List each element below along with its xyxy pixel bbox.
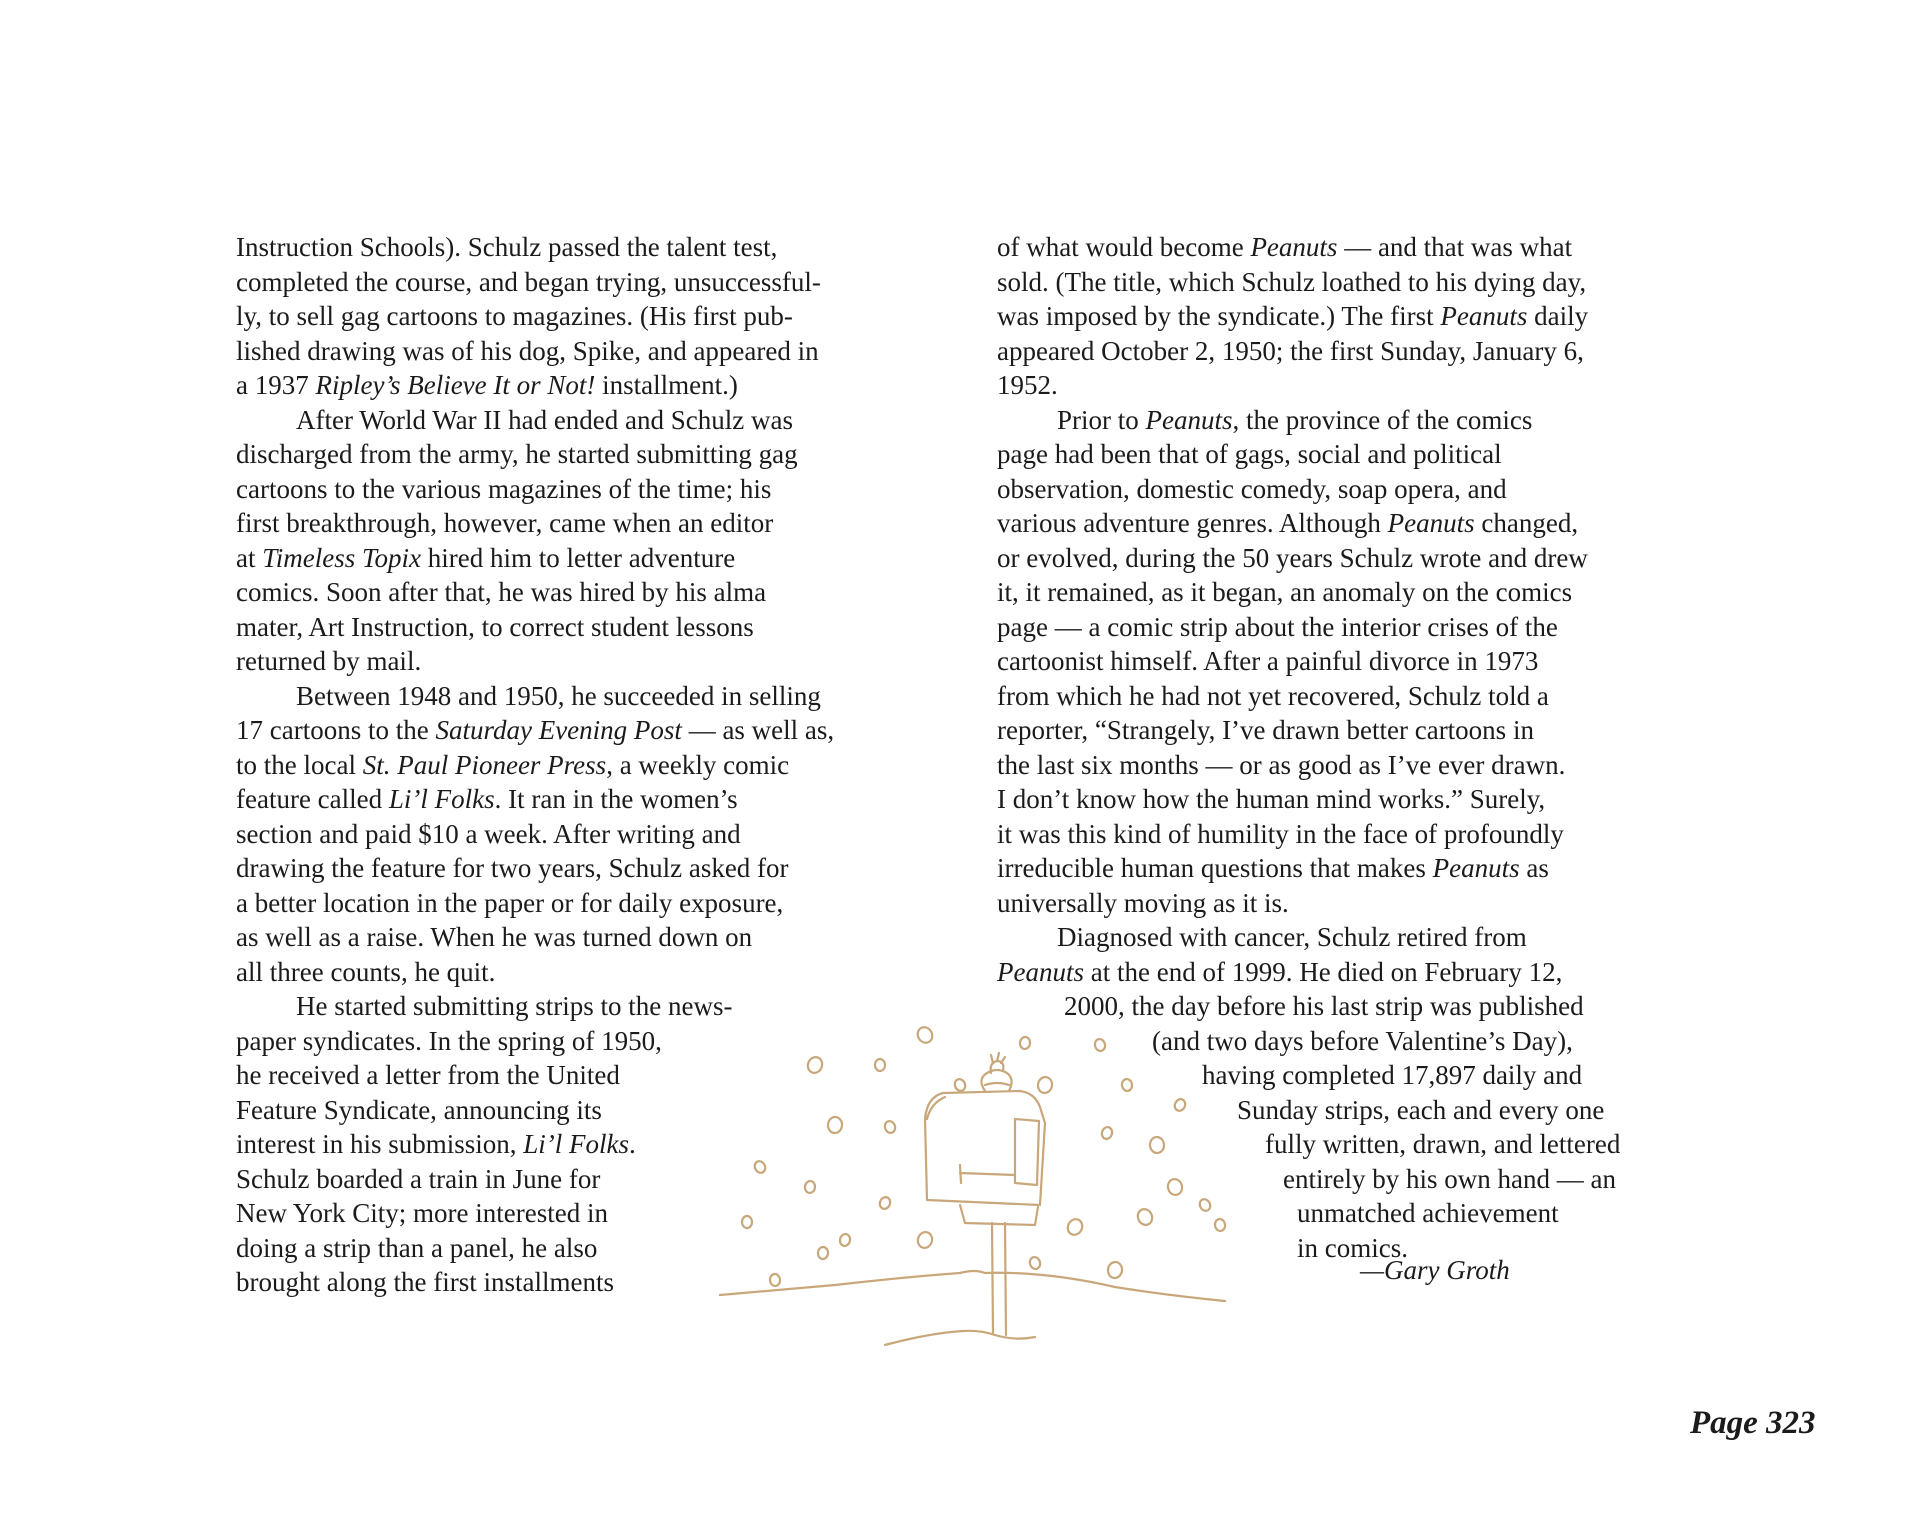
text-span: , the province of the comics	[1232, 404, 1533, 435]
snowflake	[1166, 1177, 1184, 1196]
text-span: hired him to letter adventure	[421, 542, 736, 573]
text-span: completed the course, and began trying, unsuccessful-	[236, 266, 821, 297]
snoopy-mailbox-snow-icon	[715, 1015, 1245, 1355]
text-line	[236, 644, 421, 678]
snow-mound	[885, 1331, 1035, 1345]
text-span: (and two days before Valentine’s Day),	[1152, 1025, 1573, 1056]
italic-title: Peanuts	[1387, 508, 1475, 538]
text-span: unmatched achievement	[1297, 1198, 1559, 1228]
text-span: Feature Syndicate, announcing its	[236, 1094, 602, 1125]
text-line	[236, 1058, 620, 1092]
text-span: changed,	[1474, 508, 1579, 538]
text-span: a 1937	[236, 370, 316, 400]
text-line	[296, 989, 732, 1023]
italic-title: Peanuts	[1145, 404, 1233, 435]
text-span: daily	[1527, 301, 1589, 331]
text-line	[236, 334, 819, 368]
snowflake	[818, 1247, 829, 1260]
text-line	[997, 472, 1507, 506]
text-line	[997, 299, 1588, 333]
text-span: it was this kind of humility in the face of profoundly	[997, 818, 1564, 849]
snowflake	[1149, 1136, 1165, 1153]
text-line	[236, 265, 821, 299]
snowflake	[1214, 1218, 1226, 1232]
text-line	[236, 1162, 600, 1196]
text-line	[997, 541, 1588, 575]
text-line	[997, 713, 1534, 747]
text-line	[236, 1024, 662, 1058]
text-line	[236, 1265, 614, 1299]
text-span: sold. (The title, which Schulz loathed to his dying day,	[997, 266, 1587, 297]
text-span: from which he had not yet recovered, Schulz told a	[997, 680, 1549, 711]
snowflake	[742, 1216, 752, 1228]
snowflake	[1028, 1256, 1041, 1271]
text-span: reporter, “Strangely, I’ve drawn better cartoons in	[997, 715, 1534, 745]
text-span: irreducible human questions that makes	[997, 853, 1433, 883]
text-line	[236, 610, 754, 644]
text-line	[997, 955, 1562, 989]
text-span: in comics.	[1297, 1232, 1408, 1263]
text-span: Schulz boarded a train in June for	[236, 1163, 601, 1194]
text-span: New York City; more interested in	[236, 1198, 608, 1228]
mailbox-door	[1015, 1119, 1039, 1185]
text-span: having completed 17,897 daily and	[1202, 1060, 1583, 1090]
text-span: discharged from the army, he started submitting gag	[236, 439, 798, 469]
text-line	[236, 1093, 602, 1127]
text-line	[997, 610, 1558, 644]
mailbox-flag	[960, 1165, 1015, 1183]
text-line	[997, 506, 1578, 540]
snowflake	[1173, 1097, 1187, 1112]
text-line	[997, 368, 1058, 402]
text-span: ly, to sell gag cartoons to magazines. (His first pub-	[236, 301, 793, 331]
italic-title: Saturday Evening Post	[435, 715, 682, 745]
text-line	[997, 748, 1565, 782]
text-span: the last six months — or as good as I’ve ever drawn.	[997, 749, 1566, 780]
text-span: Diagnosed with cancer, Schulz retired from	[1057, 922, 1527, 952]
text-line	[1283, 1162, 1616, 1196]
text-span: drawing the feature for two years, Schulz asked for	[236, 853, 789, 883]
snowflake	[1135, 1207, 1154, 1227]
italic-title: Li’l Folks	[523, 1129, 630, 1159]
snowflake	[953, 1077, 967, 1092]
text-span: Between 1948 and 1950, he succeeded in selling	[296, 680, 821, 711]
text-span: appeared October 2, 1950; the first Sunday, January 6,	[997, 335, 1584, 366]
ground-line	[720, 1271, 1225, 1301]
text-line	[236, 506, 773, 540]
text-line	[1265, 1127, 1620, 1161]
text-line	[236, 230, 777, 264]
text-span: cartoonist himself. After a painful divorce in 1973	[997, 646, 1539, 676]
page-number: Page 323	[1690, 1405, 1816, 1441]
snowflake	[883, 1120, 897, 1135]
text-span: 17 cartoons to the	[236, 715, 436, 745]
snowflake	[1100, 1126, 1113, 1140]
text-span: various adventure genres. Although	[997, 508, 1388, 538]
text-span: Prior to	[1057, 404, 1146, 435]
text-span: mater, Art Instruction, to correct student lessons	[236, 611, 754, 642]
text-line	[296, 403, 793, 437]
text-line	[1057, 920, 1527, 954]
italic-title: St. Paul Pioneer Press	[362, 749, 607, 780]
text-span: returned by mail.	[236, 646, 422, 676]
italic-title: Peanuts	[1440, 301, 1528, 331]
snowflake	[1019, 1036, 1030, 1049]
text-line	[236, 368, 738, 402]
text-span: a better location in the paper or for daily exposure,	[236, 887, 784, 918]
snowflake	[839, 1233, 851, 1247]
text-span: feature called	[236, 784, 389, 814]
text-span: 1952.	[997, 370, 1058, 400]
text-span: After World War II had ended and Schulz was	[296, 404, 793, 435]
text-line	[236, 713, 834, 747]
text-span: I don’t know how the human mind works.” Surely,	[997, 784, 1546, 814]
snowflake	[1198, 1197, 1212, 1212]
text-span: first breakthrough, however, came when an editor	[236, 508, 774, 538]
text-line	[236, 575, 766, 609]
text-line	[997, 334, 1584, 368]
text-line	[997, 437, 1502, 471]
text-span: 2000, the day before his last strip was published	[1064, 991, 1584, 1021]
text-line	[236, 851, 789, 885]
snowflake	[878, 1196, 892, 1211]
text-span: universally moving as it is.	[997, 887, 1289, 918]
snowflake	[769, 1274, 780, 1287]
text-line	[236, 748, 789, 782]
text-span: it, it remained, as it began, an anomaly on the comics	[997, 577, 1573, 607]
text-line	[997, 782, 1545, 816]
text-span: — and that was what	[1337, 232, 1573, 262]
snowflake	[1065, 1217, 1085, 1238]
snowflake	[804, 1180, 816, 1193]
text-line	[296, 679, 821, 713]
text-span: paper syndicates. In the spring of 1950,	[236, 1025, 662, 1056]
text-line	[997, 851, 1549, 885]
text-span: . It ran in the women’s	[494, 784, 738, 814]
text-span: , a weekly comic	[606, 749, 790, 780]
italic-title: Peanuts	[997, 956, 1084, 987]
snowflake	[806, 1055, 825, 1075]
text-span: interest in his submission,	[236, 1129, 524, 1159]
snowflake	[828, 1117, 843, 1134]
text-span: Instruction Schools). Schulz passed the talent test,	[236, 232, 778, 262]
text-span: cartoons to the various magazines of the time; his	[236, 473, 772, 504]
text-line	[236, 817, 741, 851]
text-line	[236, 886, 783, 920]
text-span: He started submitting strips to the news-	[296, 991, 733, 1021]
snowflake	[1094, 1038, 1107, 1052]
text-line	[997, 575, 1572, 609]
italic-title: Timeless Topix	[262, 542, 422, 573]
text-span: all three counts, he quit.	[236, 956, 496, 987]
text-span: he received a letter from the United	[236, 1060, 620, 1090]
italic-title: Peanuts	[1432, 853, 1520, 883]
text-line	[236, 472, 771, 506]
text-line	[236, 1196, 608, 1230]
text-line	[236, 299, 793, 333]
text-span: or evolved, during the 50 years Schulz wrote and drew	[997, 542, 1588, 573]
snowflake	[753, 1159, 768, 1174]
text-span: Sunday strips, each and every one	[1237, 1094, 1605, 1125]
text-line	[236, 1127, 636, 1161]
text-line	[1057, 403, 1532, 437]
text-line	[1202, 1058, 1582, 1092]
mailbox-post	[992, 1223, 1006, 1335]
italic-title: Ripley’s Believe It or Not!	[315, 370, 596, 400]
text-line	[236, 541, 735, 575]
text-span: lished drawing was of his dog, Spike, and appeared in	[236, 335, 819, 366]
text-line	[997, 886, 1289, 920]
bird	[981, 1070, 1011, 1091]
text-line	[236, 955, 495, 989]
text-line	[997, 679, 1549, 713]
text-span: — as well as,	[681, 715, 835, 745]
text-span: .	[629, 1129, 636, 1159]
snowflake	[916, 1230, 934, 1250]
text-line	[236, 920, 752, 954]
text-span: fully written, drawn, and lettered	[1265, 1129, 1621, 1159]
text-line	[997, 230, 1572, 264]
snowflake	[915, 1025, 935, 1046]
snowflake	[1036, 1076, 1053, 1095]
snowflake	[1121, 1078, 1133, 1092]
text-span: installment.)	[595, 370, 738, 400]
text-span: page — a comic strip about the interior crises of the	[997, 611, 1558, 642]
text-line	[236, 1231, 597, 1265]
text-span: comics. Soon after that, he was hired by his alma	[236, 577, 767, 607]
text-line	[236, 437, 798, 471]
text-line	[236, 782, 738, 816]
signature: —Gary Groth	[1360, 1255, 1510, 1285]
text-span: section and paid $10 a week. After writing and	[236, 818, 741, 849]
text-span: at the end of 1999. He died on February 12,	[1084, 956, 1563, 987]
text-line	[1297, 1196, 1559, 1230]
snowflake	[875, 1059, 885, 1071]
text-span: brought along the first installments	[236, 1267, 614, 1297]
text-span: entirely by his own hand — an	[1283, 1163, 1616, 1194]
text-span: as well as a raise. When he was turned down on	[236, 922, 753, 952]
text-span: of what would become	[997, 232, 1251, 262]
mailbox	[925, 1091, 1045, 1205]
text-span: page had been that of gags, social and political	[997, 439, 1502, 469]
text-span: doing a strip than a panel, he also	[236, 1232, 598, 1263]
snowflake	[1107, 1261, 1123, 1279]
text-span: was imposed by the syndicate.) The first	[997, 301, 1441, 331]
italic-title: Li’l Folks	[388, 784, 495, 814]
text-span: observation, domestic comedy, soap opera, and	[997, 473, 1507, 504]
text-line	[1237, 1093, 1604, 1127]
text-span: to the local	[236, 749, 363, 780]
text-line	[997, 817, 1564, 851]
text-line	[997, 265, 1586, 299]
text-line	[997, 644, 1538, 678]
italic-title: Peanuts	[1250, 232, 1338, 262]
text-span: as	[1519, 853, 1549, 883]
text-span: at	[236, 542, 263, 573]
